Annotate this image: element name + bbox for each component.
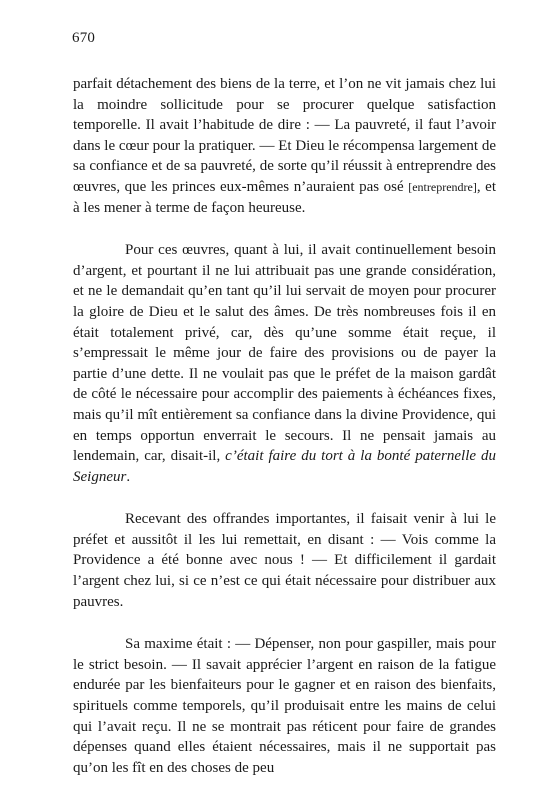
paragraph-1 (73, 74, 496, 218)
page-number: 670 (72, 30, 96, 46)
text-segment: , et à les mener à terme de façon heureuse. (73, 178, 497, 216)
italic-quote: c’était faire du tort à la bonté paternelle du Seigneur (73, 448, 496, 485)
text-segment: . (126, 468, 131, 485)
text-segment: Recevant des offrandes importantes, il faisait venir à lui le préfet et aussitôt il les lui remettait, en disant : — Vois comme la Providence a été bonne avec nous ! — Et difficilement il gardait l’argent chez lui, si ce n’est ce qui était nécessaire pour distribuer aux pauvres. (73, 511, 496, 610)
editorial-insertion: [entreprendre] (408, 179, 477, 194)
text-segment: Pour ces œuvres, quant à lui, il avait continuellement besoin d’argent, et pourtant il ne lui attribuait pas une grande considération, et ne le demandait qu’en tant qu’il lui servait de moyen pour procurer la gloire de Dieu et le salut des âmes. De très nombreuses fois il en était totalement privé, car, dès qu’une somme était reçue, il s’empressait le même jour de faire des provisions ou de payer la partie d’une dette. Il ne voulait pas que le préfet de la maison gardât de côté le nécessaire pour accomplir des paiements à échéances fixes, mais qu’il mît entièrement sa confiance dans la divine Providence, qui en temps opportun enverrait le secours. Il ne pensait jamais au lendemain, car, disait-il, (73, 242, 496, 465)
text-segment: parfait détachement des biens de la terre, et l’on ne vit jamais chez lui la moindre sollicitude pour se procurer quelque satisfaction temporelle. Il avait l’habitude de dire : — La pauvreté, il faut l’avoir dans le cœur pour la pratiquer. — Et Dieu le récompensa largement de sa confiance et de sa pauvreté, de sorte qu’il réussit à entreprendre des œuvres, que les princes eux-mêmes n’auraient pas osé (73, 76, 496, 195)
paragraph-4 (73, 634, 496, 778)
paragraph-2 (73, 240, 496, 487)
paragraph-3 (73, 509, 496, 612)
body-text (73, 74, 496, 778)
text-segment: Sa maxime était : — Dépenser, non pour gaspiller, mais pour le strict besoin. — Il savait apprécier l’argent en raison de la fatigue endurée par les bienfaiteurs pour le gagner et en raison des bienfaits, spirituels comme temporels, qu’il produisait entre les mains de celui qui l’avait reçu. Il ne se montrait pas réticent pour faire de grandes dépenses quand elles étaient nécessaires, mais il ne supportait pas qu’on les fît en des choses de peu (73, 636, 496, 776)
